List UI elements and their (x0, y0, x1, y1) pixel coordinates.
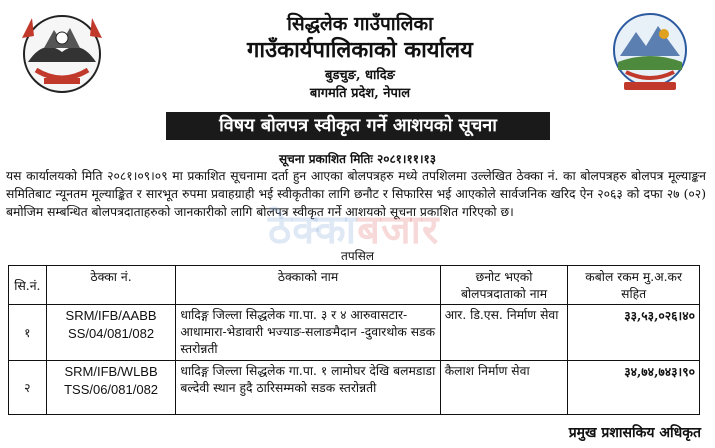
province: बागमति प्रदेश, नेपाल (309, 86, 411, 101)
watermark-red: बजार (357, 207, 440, 253)
details-label: तपसिल (340, 249, 374, 263)
contract-number-part-b: SS/04/081/082 (68, 326, 155, 341)
table-row (9, 305, 700, 361)
contract-number-part-a: SRM/IFB/WLBB (64, 364, 158, 379)
notice-title: विषय बोलपत्र स्वीकृत गर्ने आशयको सूचना (166, 112, 550, 140)
table-row (9, 361, 700, 415)
notice-body: यस कार्यालयको मिति २०८१।०९।०९ मा प्रकाशित सूचनामा दर्ता हुन आएका बोलपत्रहरु मध्ये तपशिलमा उल्लेखित ठेक्का नं. का बोलपत्रहरु बोलपत्र मूल्याङ्कन समितिबाट न्यूनतम मूल्याङ्कित र सारभूत रुपमा प्रवाहग्राही भई स्वीकृतीका लागि छनौट र सिफारिस भई आएकोले सार्वजनिक खरिद ऐन २०६३ को दफा २७ (०२) बमोजिम सम्बन्धित बोलपत्रदाताहरुको जानकारीको लागि बोलपत्र स्वीकृत गर्ने आशयको सूचना प्रकाशित गरिएको छ। (6, 169, 706, 219)
row-contract-name: धादिङ्ग जिल्ला सिद्धलेक गा.पा. १ लामोघर देखि बलमडाडा बल्देवी स्थान हुदै ठारिसम्मको सडक स्तरोन्नती (176, 361, 440, 415)
contract-number-part-a: SRM/IFB/AABB (65, 308, 157, 323)
header-contract: ठेक्का नं. (46, 266, 176, 305)
row-bidder: आर. डि.एस. निर्माण सेवा (440, 305, 568, 361)
header-bidder: छनोट भएको बोलपत्रदाताको नाम (440, 266, 568, 305)
row-bidder: कैलाश निर्माण सेवा (440, 361, 568, 415)
row-contract (46, 361, 176, 415)
row-contract (46, 305, 176, 361)
header-name: ठेक्काको नाम (176, 266, 440, 305)
row-sn: २ (9, 361, 47, 415)
table-header-row (9, 266, 700, 305)
contracts-table (8, 265, 700, 415)
org-name: सिद्धलेक गाउँपालिका (286, 13, 434, 35)
office-name: गाउँकार्यपालिकाको कार्यालय (247, 37, 473, 63)
municipality-logo (606, 10, 694, 94)
row-contract-name: धादिङ्ग जिल्ला सिद्धलेक गा.पा. ३ र ४ आरुवासटार-आधामारा-भेडावारी भज्याङ-सलाङमैदान -दुवारथोक सडक स्तरोन्नती (176, 305, 440, 361)
row-amount: ३३,५३,०२६।४० (568, 305, 700, 361)
published-date: सूचना प्रकाशित मितिः २०८१।११।१३ (279, 152, 436, 166)
row-sn: १ (9, 305, 47, 361)
nepal-emblem-logo (14, 8, 110, 96)
header-sn: सि.नं. (9, 266, 47, 305)
address: बुडचुङ, धादिङ (325, 68, 395, 83)
watermark-blue: ठेक्का (268, 207, 358, 253)
header-amount: कबोल रकम मु.अ.कर सहित (568, 266, 700, 305)
signatory: प्रमुख प्रशासकिय अधिकृत (568, 425, 701, 441)
row-amount: ३४,७४,७४३।९० (568, 361, 700, 415)
contract-number-part-b: TSS/06/081/082 (64, 382, 159, 397)
